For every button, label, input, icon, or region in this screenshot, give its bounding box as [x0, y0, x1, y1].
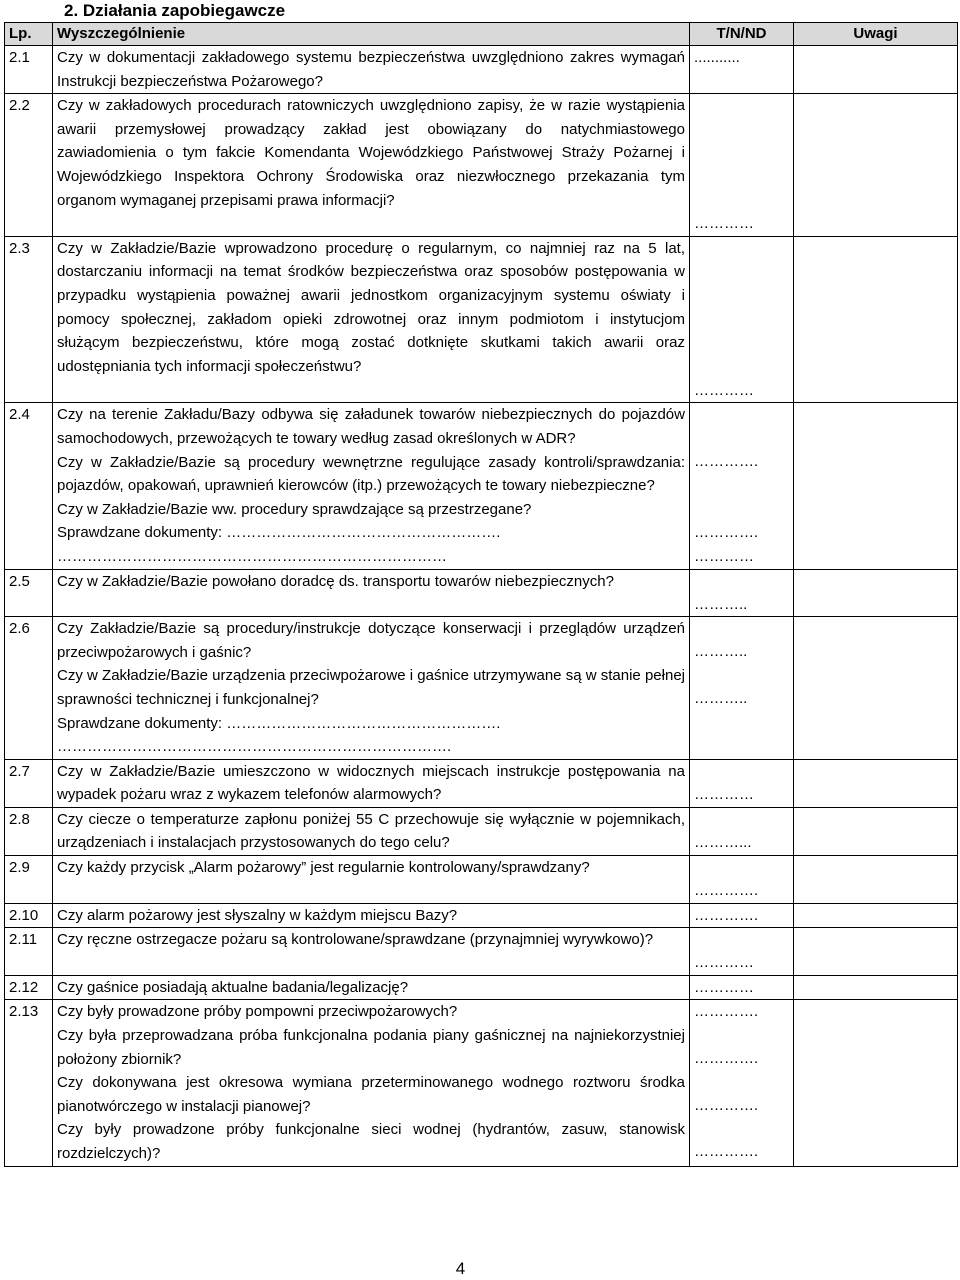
question-text: Czy Zakładzie/Bazie są procedury/instrukcje dotyczące konserwacji i przeglądów urządzeń przeciwpożarowych i gaśnic? [57, 620, 685, 661]
remarks-cell[interactable] [794, 928, 958, 976]
remarks-cell[interactable] [794, 1000, 958, 1166]
answer-cell[interactable] [690, 403, 794, 569]
answer-blank[interactable]: …………. [694, 1143, 759, 1161]
header-description: Wyszczególnienie [53, 23, 690, 46]
question-text: Czy w zakładowych procedurach ratowniczych uwzględniono zapisy, że w razie wystąpienia awarii przemysłowej prowadzący zakład jest obowiązany do natychmiastowego zawiadomienia o tym fakcie Komendanta Wojewódzkiego Państwowej Straży Pożarnej i Wojewódzkiego Inspektora Ochrony Środowiska oraz niezwłocznego przekazania tym organom wymaganej przepisami prawa informacji? [57, 97, 685, 209]
row-number: 2.6 [5, 617, 53, 760]
answer-blank[interactable]: ………... [694, 833, 752, 851]
question-text: Czy w Zakładzie/Bazie urządzenia przeciwpożarowe i gaśnice utrzymywane są w stanie pełnej sprawności technicznej i funkcjonalnej? [57, 667, 685, 708]
remarks-cell[interactable] [794, 759, 958, 807]
documents-line[interactable]: …………………………………………………………………… [57, 547, 447, 565]
question-text: Czy na terenie Zakładu/Bazy odbywa się załadunek towarów niebezpiecznych do pojazdów samochodowych, przewożących te towary według zasad określonych w ADR? [57, 406, 685, 447]
answer-blank[interactable]: ………… [694, 547, 754, 565]
question-text: Czy ręczne ostrzegacze pożaru są kontrolowane/sprawdzane (przynajmniej wyrywkowo)? [57, 931, 654, 949]
answer-cell[interactable] [690, 46, 794, 94]
remarks-cell[interactable] [794, 403, 958, 569]
remarks-cell[interactable] [794, 975, 958, 1000]
checklist-row [5, 569, 958, 617]
answer-cell[interactable] [690, 759, 794, 807]
question-text: Czy w Zakładzie/Bazie powołano doradcę ds. transportu towarów niebezpiecznych? [57, 572, 614, 590]
answer-blank[interactable]: …………. [694, 882, 759, 900]
checklist-row [5, 856, 958, 904]
question-cell [53, 856, 690, 904]
checklist-row [5, 403, 958, 569]
row-number: 2.7 [5, 759, 53, 807]
question-text: Czy w dokumentacji zakładowego systemu bezpieczeństwa uwzględniono zakres wymagań Instrukcji bezpieczeństwa Pożarowego? [57, 49, 685, 90]
question-text: Czy ciecze o temperaturze zapłonu poniżej 55 C przechowuje się wyłącznie w pojemnikach, urządzeniach i instalacjach przystosowanych do tego celu? [57, 810, 685, 852]
answer-blank[interactable]: ………… [694, 381, 754, 399]
page-number: 4 [455, 1259, 466, 1278]
answer-blank[interactable]: …………. [694, 1096, 759, 1114]
question-cell [53, 403, 690, 569]
row-number: 2.4 [5, 403, 53, 569]
question-text: Czy była przeprowadzana próba funkcjonalna podania piany gaśnicznej na najniekorzystniej położony zbiornik? [57, 1027, 685, 1068]
answer-blank[interactable]: ………… [694, 954, 754, 972]
answer-cell[interactable] [690, 975, 794, 1000]
answer-cell[interactable] [690, 569, 794, 617]
row-number: 2.11 [5, 928, 53, 976]
checklist-row [5, 807, 958, 855]
row-number: 2.12 [5, 975, 53, 1000]
answer-blank[interactable]: …………. [694, 906, 759, 924]
row-number: 2.13 [5, 1000, 53, 1166]
row-number: 2.9 [5, 856, 53, 904]
remarks-cell[interactable] [794, 807, 958, 855]
question-text: Czy gaśnice posiadają aktualne badania/legalizację? [57, 978, 409, 996]
answer-blank[interactable]: ………… [694, 215, 754, 233]
answer-blank[interactable]: …………. [694, 453, 759, 471]
answer-cell[interactable] [690, 807, 794, 855]
question-text: Czy w Zakładzie/Bazie są procedury wewnętrzne regulujące zasady kontroli/sprawdzania: pojazdów, opakowań, uprawnień kierowców (itp.) przewożących te towary niebezpieczne? [57, 453, 685, 495]
answer-blank[interactable]: …………. [694, 523, 759, 541]
checklist-row [5, 903, 958, 928]
answer-cell[interactable] [690, 856, 794, 904]
question-cell [53, 928, 690, 976]
answer-cell[interactable] [690, 928, 794, 976]
question-cell [53, 94, 690, 237]
checklist-row [5, 46, 958, 94]
answer-cell[interactable] [690, 903, 794, 928]
answer-blank[interactable]: ……….. [694, 643, 748, 661]
answer-blank[interactable]: ……….. [694, 689, 748, 707]
question-cell [53, 807, 690, 855]
question-cell [53, 46, 690, 94]
header-tnnd: T/N/ND [690, 23, 794, 46]
remarks-cell[interactable] [794, 569, 958, 617]
checklist-row [5, 928, 958, 976]
checklist-row [5, 94, 958, 237]
section-title: 2. Działania zapobiegawcze [64, 1, 286, 20]
row-number: 2.8 [5, 807, 53, 855]
remarks-cell[interactable] [794, 617, 958, 760]
documents-line[interactable]: ……………………………………………………………………. [57, 738, 452, 756]
checklist-row [5, 759, 958, 807]
checklist-row [5, 1000, 958, 1166]
answer-cell[interactable] [690, 236, 794, 403]
row-number: 2.1 [5, 46, 53, 94]
question-cell [53, 975, 690, 1000]
remarks-cell[interactable] [794, 903, 958, 928]
answer-blank[interactable]: ………… [694, 978, 754, 996]
question-text: Czy alarm pożarowy jest słyszalny w każdym miejscu Bazy? [57, 906, 458, 924]
header-remarks: Uwagi [794, 23, 958, 46]
answer-blank[interactable]: …………. [694, 1050, 759, 1068]
row-number: 2.3 [5, 236, 53, 403]
checklist-row [5, 975, 958, 1000]
question-cell [53, 236, 690, 403]
answer-blank[interactable]: ........... [694, 49, 740, 66]
question-text: Czy każdy przycisk „Alarm pożarowy” jest regularnie kontrolowany/sprawdzany? [57, 859, 590, 877]
checklist-table [4, 22, 958, 1167]
answer-cell[interactable] [690, 94, 794, 237]
question-text: Czy dokonywana jest okresowa wymiana przeterminowanego wodnego roztworu środka pianotwórczego w instalacji pianowej? [57, 1074, 685, 1115]
row-number: 2.10 [5, 903, 53, 928]
answer-blank[interactable]: ………… [694, 785, 754, 803]
checklist-row [5, 236, 958, 403]
remarks-cell[interactable] [794, 46, 958, 94]
remarks-cell[interactable] [794, 94, 958, 237]
answer-cell[interactable] [690, 1000, 794, 1166]
question-cell [53, 569, 690, 617]
question-text: Czy w Zakładzie/Bazie ww. procedury sprawdzające są przestrzegane? [57, 500, 532, 518]
remarks-cell[interactable] [794, 236, 958, 403]
row-number: 2.2 [5, 94, 53, 237]
question-text: Czy w Zakładzie/Bazie umieszczono w widocznych miejscach instrukcje postępowania na wypadek pożaru wraz z wykazem telefonów alarmowych? [57, 762, 685, 804]
header-row [5, 23, 958, 46]
question-text: Czy były prowadzone próby funkcjonalne sieci wodnej (hydrantów, zasuw, stanowisk rozdzielczych)? [57, 1121, 685, 1162]
remarks-cell[interactable] [794, 856, 958, 904]
checklist-row [5, 617, 958, 760]
question-text: Czy były prowadzone próby pompowni przeciwpożarowych? [57, 1003, 458, 1021]
header-lp: Lp. [5, 23, 53, 46]
answer-blank[interactable]: ……….. [694, 595, 748, 613]
answer-cell[interactable] [690, 617, 794, 760]
row-number: 2.5 [5, 569, 53, 617]
answer-blank[interactable]: …………. [694, 1003, 759, 1021]
question-cell [53, 759, 690, 807]
question-cell [53, 617, 690, 760]
question-cell [53, 903, 690, 928]
question-cell [53, 1000, 690, 1166]
question-text: Czy w Zakładzie/Bazie wprowadzono procedurę o regularnym, co najmniej raz na 5 lat, dostarczaniu informacji na temat środków bezpieczeństwa oraz sposobów postępowania w przypadku wystąpienia poważnej awarii jednostkom organizacyjnym systemu oświaty i pomocy społecznej, zakładom opieki zdrowotnej oraz innym podmiotom i instytucjom służącym bezpieczeństwu, które mogą zostać dotknięte skutkami takich awarii oraz udostępniania tych informacji społeczeństwu? [57, 239, 685, 375]
documents-line[interactable]: Sprawdzane dokumenty: ………………………………………………. [57, 714, 501, 732]
documents-line[interactable]: Sprawdzane dokumenty: ………………………………………………. [57, 524, 501, 542]
